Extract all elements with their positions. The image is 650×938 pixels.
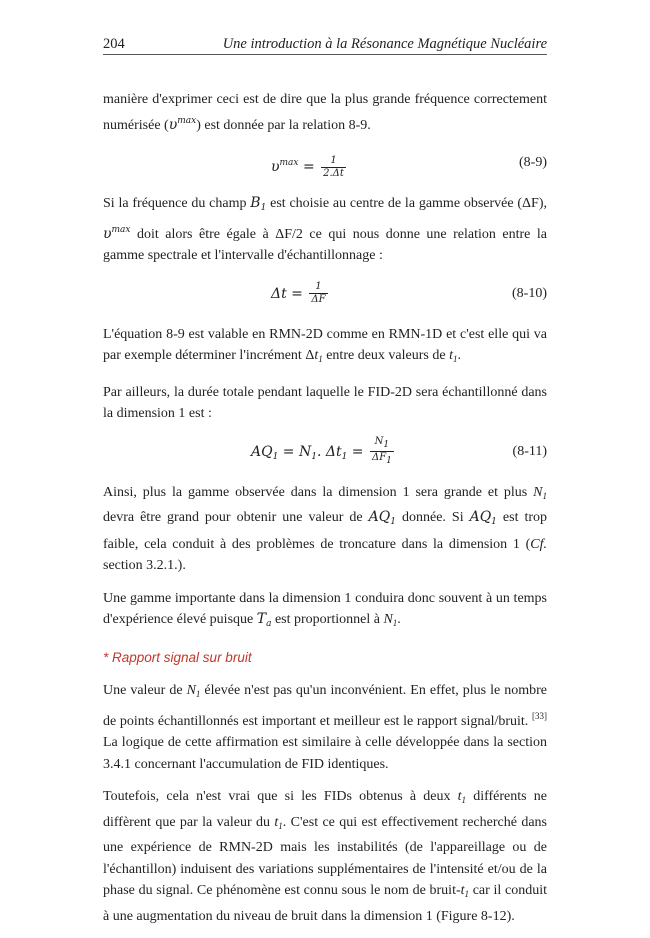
paragraph-4: Par ailleurs, la durée totale pendant laquelle le FID-2D sera échantillonné dans la dimension 1 est : (103, 384, 547, 421)
superscript: max (177, 115, 197, 126)
subscript: 1 (278, 820, 283, 831)
text: AQ (469, 509, 492, 525)
paragraph-8 (103, 786, 547, 927)
math-text: Δt = (271, 285, 308, 302)
n1-symbol (533, 485, 547, 500)
text: t (314, 348, 319, 363)
text: Si la fréquence du champ (103, 196, 251, 211)
equation-number: (8-10) (512, 285, 547, 301)
equation-number: (8-11) (512, 443, 547, 459)
math-text: = N (278, 443, 312, 460)
text: t (460, 883, 465, 898)
b1-symbol (250, 195, 266, 211)
math-text: . Δt (316, 443, 342, 460)
page-body (103, 89, 547, 938)
subscript: 1 (390, 517, 396, 527)
subscript: 1 (272, 451, 279, 462)
text: donnée. Si (395, 510, 470, 525)
text: devra être grand pour obtenir une valeur de (103, 510, 369, 525)
text: t (457, 789, 462, 804)
text: ΔF (371, 452, 387, 463)
n1-symbol (383, 612, 397, 627)
text: υ (168, 116, 178, 133)
paragraph-2 (103, 193, 547, 267)
nu-symbol (169, 117, 197, 133)
text: N (533, 484, 543, 500)
math-text: AQ (251, 443, 273, 460)
equation-number: (8-9) (519, 155, 547, 170)
superscript: max (279, 158, 299, 168)
t1-symbol (274, 815, 282, 830)
fraction (370, 436, 394, 467)
denominator: ΔF (311, 294, 326, 305)
text: Une valeur de (103, 683, 187, 698)
n1-symbol (187, 683, 201, 698)
text: T (256, 611, 267, 627)
subscript: 1 (341, 451, 348, 462)
citation-reference: [33] (532, 710, 547, 721)
denominator: 2.Δt (323, 167, 344, 179)
numerator (370, 436, 394, 452)
t1-symbol (458, 789, 466, 804)
subscript: 1 (491, 517, 497, 527)
subscript: 1 (311, 451, 317, 462)
equation-body (251, 436, 396, 473)
text: Toutefois, cela n'est vrai que si les FIDs obtenus à deux (103, 789, 458, 804)
cf-abbreviation: Cf. (530, 536, 547, 552)
paragraph-5 (103, 482, 547, 577)
text: L'équation 8-9 est valable en RMN-2D comme en RMN-1D et c'est elle qui va par exemple déterminer l'incrément Δ (103, 326, 547, 363)
subscript: 1 (195, 689, 201, 699)
superscript: max (111, 224, 131, 235)
text: N (374, 436, 384, 447)
running-title: Une introduction à la Résonance Magnétique Nucléaire (222, 36, 547, 52)
subscript: 1 (461, 795, 467, 805)
subscript: 1 (392, 618, 398, 628)
subscript: 1 (383, 440, 390, 450)
text: car il conduit à une augmentation du niveau de bruit dans la dimension 1 (Figure 8-12). (103, 883, 547, 924)
text: est proportionnel à (271, 612, 384, 627)
subscript: 1 (318, 354, 323, 364)
paragraph-7 (103, 680, 547, 775)
text: t (274, 814, 279, 830)
subscript: 1 (386, 456, 392, 466)
equation-body (271, 278, 330, 310)
text: est trop faible, cela conduit à des problèmes de troncature dans la dimension 1 ( (103, 510, 548, 552)
text: Une gamme importante dans la dimension 1 conduira donc souvent à un temps d'expérience élevé puisque (103, 590, 547, 627)
math-operator: = (347, 443, 368, 460)
denominator (370, 452, 394, 467)
text: différents ne diffèrent que par la valeur du (103, 789, 547, 830)
fraction (309, 281, 327, 306)
aq1-symbol (369, 509, 396, 525)
text: Ainsi, plus la gamme observée dans la dimension 1 sera grande et plus (103, 484, 534, 500)
t1-symbol (314, 348, 322, 363)
text: manière d'exprimer ceci est de dire que la plus grande fréquence correctement numérisée ( (103, 92, 547, 133)
paragraph-3 (103, 324, 547, 371)
text: N (186, 683, 196, 698)
equation-8-9 (103, 147, 547, 181)
nu-symbol (103, 226, 131, 242)
text: doit alors être égale à ΔF/2 ce qui nous donne une relation entre la gamme spectrale et l'intervalle d'échantillonnage : (103, 226, 547, 263)
text: . C'est ce qui est effectivement recherché dans une expérience de RMN-2D mais les instabilités (de l'appareillage ou de l'échantillon) induisent des variations supplémentaires de l'intensité et/ou de la phase du signal. Ce phénomène est connu sous le nom de bruit- (103, 814, 547, 898)
text: t (449, 348, 453, 363)
section-heading: * Rapport signal sur bruit (103, 649, 252, 665)
subscript: a (266, 619, 272, 629)
math-operator: = (298, 159, 320, 175)
aq1-symbol (470, 509, 497, 525)
text: est choisie au centre de la gamme observée (ΔF), (266, 196, 547, 211)
paragraph-6 (103, 588, 547, 636)
page-header (103, 34, 547, 55)
text: entre deux valeurs de (322, 348, 450, 363)
text: . (397, 612, 401, 627)
text: υ (103, 225, 112, 242)
paragraph-1 (103, 89, 547, 136)
text: AQ (368, 509, 391, 525)
numerator: 1 (321, 155, 346, 168)
text: N (383, 612, 393, 627)
text: ) est donnée par la relation 8-9. (196, 117, 371, 133)
text: élevée n'est pas qu'un inconvénient. En effet, plus le nombre de points échantillonnés est important et meilleur est le rapport signal/bruit. (103, 683, 547, 729)
equation-8-10 (103, 278, 547, 312)
page-number: 204 (103, 36, 125, 52)
ta-symbol (257, 611, 272, 627)
subscript: 1 (260, 203, 267, 213)
math-symbol: υ (271, 159, 280, 175)
text: . (457, 348, 461, 363)
text: B (250, 195, 261, 211)
subscript: 1 (542, 490, 547, 501)
text: La logique de cette affirmation est similaire à celle développée dans la section 3.4.1 concernant l'accumulation de FID identiques. (103, 735, 547, 772)
subscript: 1 (464, 889, 470, 899)
fraction (321, 155, 346, 180)
numerator: 1 (309, 281, 327, 294)
subscript: 1 (452, 354, 458, 364)
t1-symbol (461, 883, 469, 898)
text: section 3.2.1.). (103, 558, 186, 573)
equation-body (271, 147, 348, 183)
equation-8-11 (103, 436, 547, 470)
